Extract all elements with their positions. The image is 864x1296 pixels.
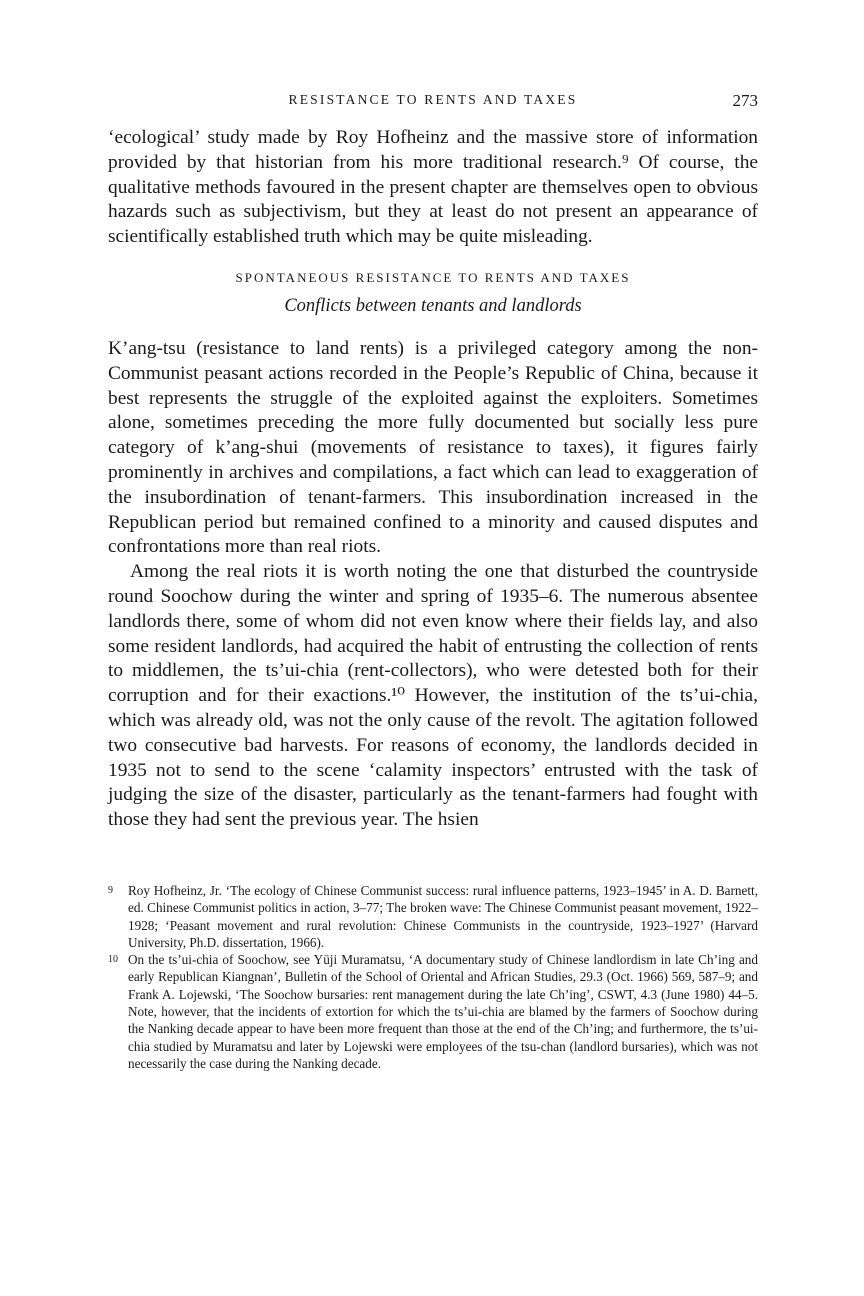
footnote-number: 10 [108,954,118,966]
paragraph-soochow-riots: Among the real riots it is worth noting the one that disturbed the countryside round Soochow during the winter and spring of 1935–6. The numerous absentee landlords there, some of whom did not even know where their fields lay, and also some resident landlords, had acquired the habit of entrusting the collection of rents to middlemen, the ts’ui-chia (rent-collectors), who were detested both for their corruption and for their exactions.¹⁰ However, the institution of the ts’ui-chia, which was already old, was not the only cause of the revolt. The agitation followed two consecutive bad harvests. For reasons of economy, the landlords decided in 1935 not to send to the scene ‘calamity inspectors’ entrusted with the task of judging the size of the disaster, particularly as the tenant-farmers had fought with those they had sent the previous year. The hsien [108,561,758,831]
section-heading: SPONTANEOUS RESISTANCE TO RENTS AND TAXES [235,269,631,285]
footnote-9 [108,882,758,951]
main-text [108,126,758,833]
running-head [108,92,758,116]
subsection-heading: Conflicts between tenants and landlords [284,295,582,316]
footnotes [108,882,758,1072]
running-title: RESISTANCE TO RENTS AND TAXES [288,92,578,107]
paragraph-kang-tsu: K’ang-tsu (resistance to land rents) is a privileged category among the non-Communist peasant actions recorded in the People’s Republic of China, because it best represents the struggle of the exploited against the exploiters. Sometimes alone, sometimes preceding the more fully documented but socially less pure category of k’ang-shui (movements of resistance to taxes), it figures fairly prominently in archives and compilations, a fact which can lead to exaggeration of the insubordination of tenant-farmers. This insubordination increased in the Republican period but remained confined to a minority and caused disputes and confrontations more than real riots. [108,337,758,558]
footnote-text: On the ts’ui-chia of Soochow, see Yūji Muramatsu, ‘A documentary study of Chinese landlordism in late Ch’ing and early Republican Kiangnan’, Bulletin of the School of Oriental and African Studies, 29.3 (Oct. 1966) 569, 587–9; and Frank A. Lojewski, ‘The Soochow bursaries: rent management during the late Ch’ing’, CSWT, 4.3 (June 1980) 44–5. Note, however, that the incidents of extortion for which the ts’ui-chia are blamed by the farmers of Soochow during the Nanking decade appear to have been more frequent than those at the end of the Ch’ing; and furthermore, the ts’ui-chia studied by Muramatsu and later by Lojewski were employees of the tsu-chan (landlord bursaries), which was not necessarily the case during the Nanking decade. [128,952,758,1071]
footnote-number: 9 [108,885,113,896]
page-number: 273 [732,91,758,110]
footnote-10 [108,951,758,1072]
paragraph-continuation: ‘ecological’ study made by Roy Hofheinz and the massive store of information provided by that historian from his more traditional research.⁹ Of course, the qualitative methods favoured in the present chapter are themselves open to obvious hazards such as subjectivism, but they at least do not present an appearance of scientifically established truth which may be quite misleading. [108,127,758,248]
footnote-text: Roy Hofheinz, Jr. ‘The ecology of Chinese Communist success: rural influence patterns, 1923–1945’ in A. D. Barnett, ed. Chinese Communist politics in action, 3–77; The broken wave: The Chinese Communist peasant movement, 1922–1928; ‘Peasant movement and rural revolution: Chinese Communists in the countryside, 1923–1927’ (Harvard University, Ph.D. dissertation, 1966). [128,883,758,950]
